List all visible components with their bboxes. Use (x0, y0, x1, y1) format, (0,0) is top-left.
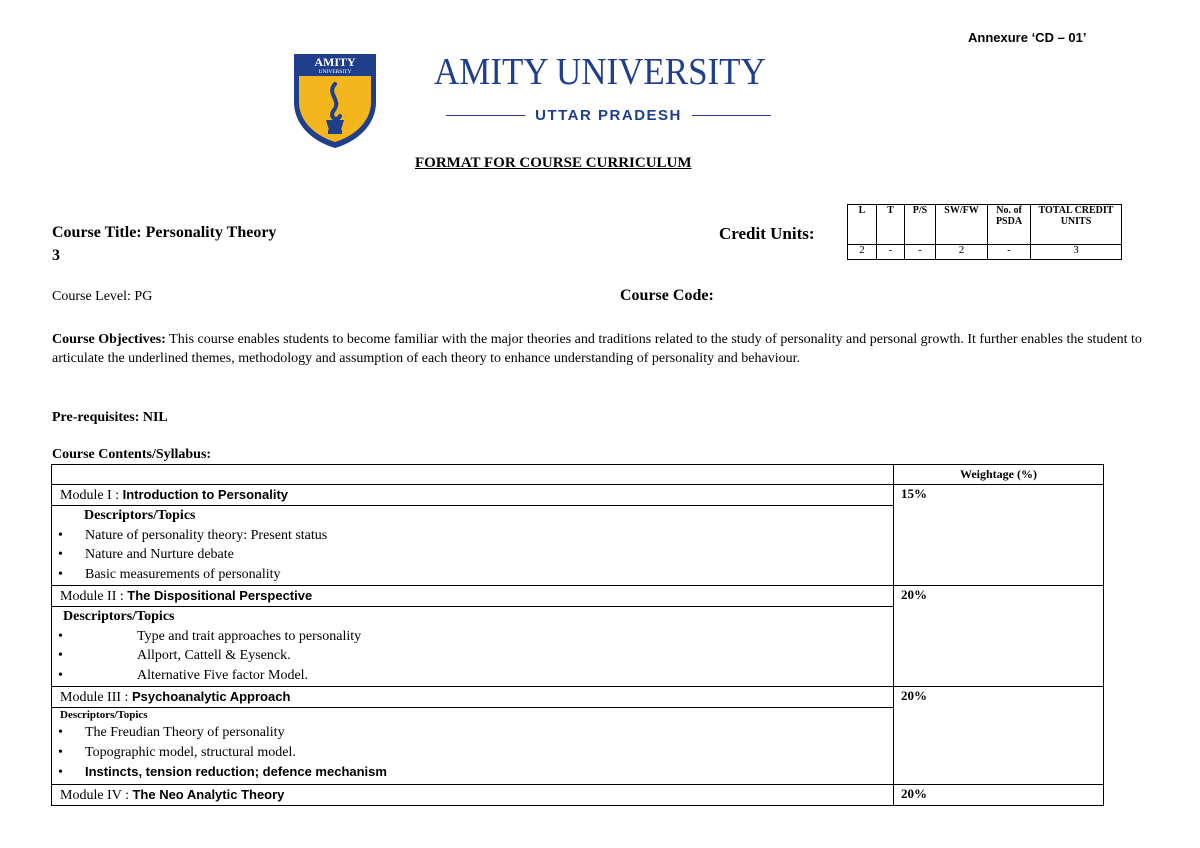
credit-units-label: Credit Units: (719, 224, 815, 243)
list-item: • Instincts, tension reduction; defence mechanism (58, 762, 893, 783)
course-title-number: 3 (52, 247, 60, 264)
credit-header-ps: P/S (905, 205, 936, 245)
university-name: AMITY UNIVERSITY (434, 51, 766, 93)
logo-text-top: AMITY (314, 55, 356, 69)
format-title: FORMAT FOR COURSE CURRICULUM (415, 155, 692, 171)
credit-value-total: 3 (1031, 245, 1122, 260)
syllabus-label: Course Contents/Syllabus: (52, 447, 212, 462)
amity-crest-logo (290, 50, 380, 150)
module-3-title: Module III : Psychoanalytic Approach (52, 687, 894, 708)
university-subtitle: UTTAR PRADESH (535, 106, 682, 124)
credit-header-l: L (848, 205, 877, 245)
bullet-icon: • (58, 765, 63, 780)
list-item: • Basic measurements of personality (58, 565, 893, 585)
credit-value-t: - (877, 245, 905, 260)
subtitle-rule-left (446, 115, 525, 116)
module-1-title: Module I : Introduction to Personality (52, 485, 894, 506)
bullet-icon: • (58, 566, 63, 582)
module-4-row (52, 784, 1104, 805)
module-3-weight: 20% (894, 687, 1104, 785)
course-title: Course Title: Personality Theory (52, 224, 277, 241)
credit-header-total: TOTAL CREDIT UNITS (1031, 205, 1122, 245)
list-item: • Type and trait approaches to personality (58, 627, 893, 647)
module-3-row (52, 687, 1104, 708)
course-level: Course Level: PG (52, 289, 153, 304)
syllabus-table (51, 464, 1104, 806)
module-3-topics (52, 708, 894, 785)
credit-header-swfw: SW/FW (936, 205, 988, 245)
credit-units-table (847, 204, 1122, 260)
list-item: • The Freudian Theory of personality (58, 723, 893, 743)
module-4-title: Module IV : The Neo Analytic Theory (52, 784, 894, 805)
prerequisites: Pre-requisites: NIL (52, 410, 168, 425)
module-1-topics (52, 506, 894, 586)
module-3-descriptor-heading: Descriptors/Topics (60, 709, 148, 721)
objectives-text: This course enables students to become familiar with the major theories and traditions related to the study of personality and personal growth. It further enables the student to articulate the underlined themes, methodology and assumption of each theory to enhance understanding of personality and behaviour. (52, 332, 1142, 366)
module-1-descriptor-heading: Descriptors/Topics (84, 508, 196, 523)
syllabus-header-empty (52, 465, 894, 485)
list-item: • Topographic model, structural model. (58, 743, 893, 763)
credit-header-row (848, 205, 1122, 245)
list-item: • Allport, Cattell & Eysenck. (58, 646, 893, 666)
credit-header-psda: No. of PSDA (988, 205, 1031, 245)
university-subtitle-row (446, 104, 771, 126)
module-2-descriptor-heading: Descriptors/Topics (63, 609, 175, 624)
bullet-icon: • (58, 648, 63, 663)
list-item: • Alternative Five factor Model. (58, 666, 893, 686)
credit-value-swfw: 2 (936, 245, 988, 260)
module-2-weight: 20% (894, 586, 1104, 687)
bullet-icon: • (58, 725, 63, 740)
logo-text-bottom: UNIVERSITY (318, 69, 352, 75)
module-1-weight: 15% (894, 485, 1104, 586)
module-2-topics (52, 607, 894, 687)
module-2-title: Module II : The Dispositional Perspective (52, 586, 894, 607)
bullet-icon: • (58, 744, 63, 760)
list-item: • Nature of personality theory: Present status (58, 526, 893, 546)
module-1-row (52, 485, 1104, 506)
objectives-label: Course Objectives: (52, 332, 166, 347)
module-4-weight: 20% (894, 784, 1104, 805)
bullet-icon: • (58, 547, 63, 562)
bullet-icon: • (58, 527, 63, 543)
syllabus-header-row (52, 465, 1104, 485)
credit-value-l: 2 (848, 245, 877, 260)
credit-value-row (848, 245, 1122, 260)
bullet-icon: • (58, 667, 63, 683)
annexure-label: Annexure ‘CD – 01’ (968, 30, 1087, 45)
bullet-icon: • (58, 628, 63, 644)
credit-header-t: T (877, 205, 905, 245)
course-code-label: Course Code: (620, 287, 714, 304)
weightage-header: Weightage (%) (894, 465, 1104, 485)
credit-value-ps: - (905, 245, 936, 260)
course-objectives (52, 330, 1147, 368)
module-2-row (52, 586, 1104, 607)
list-item: • Nature and Nurture debate (58, 545, 893, 565)
subtitle-rule-right (692, 115, 771, 116)
credit-value-psda: - (988, 245, 1031, 260)
